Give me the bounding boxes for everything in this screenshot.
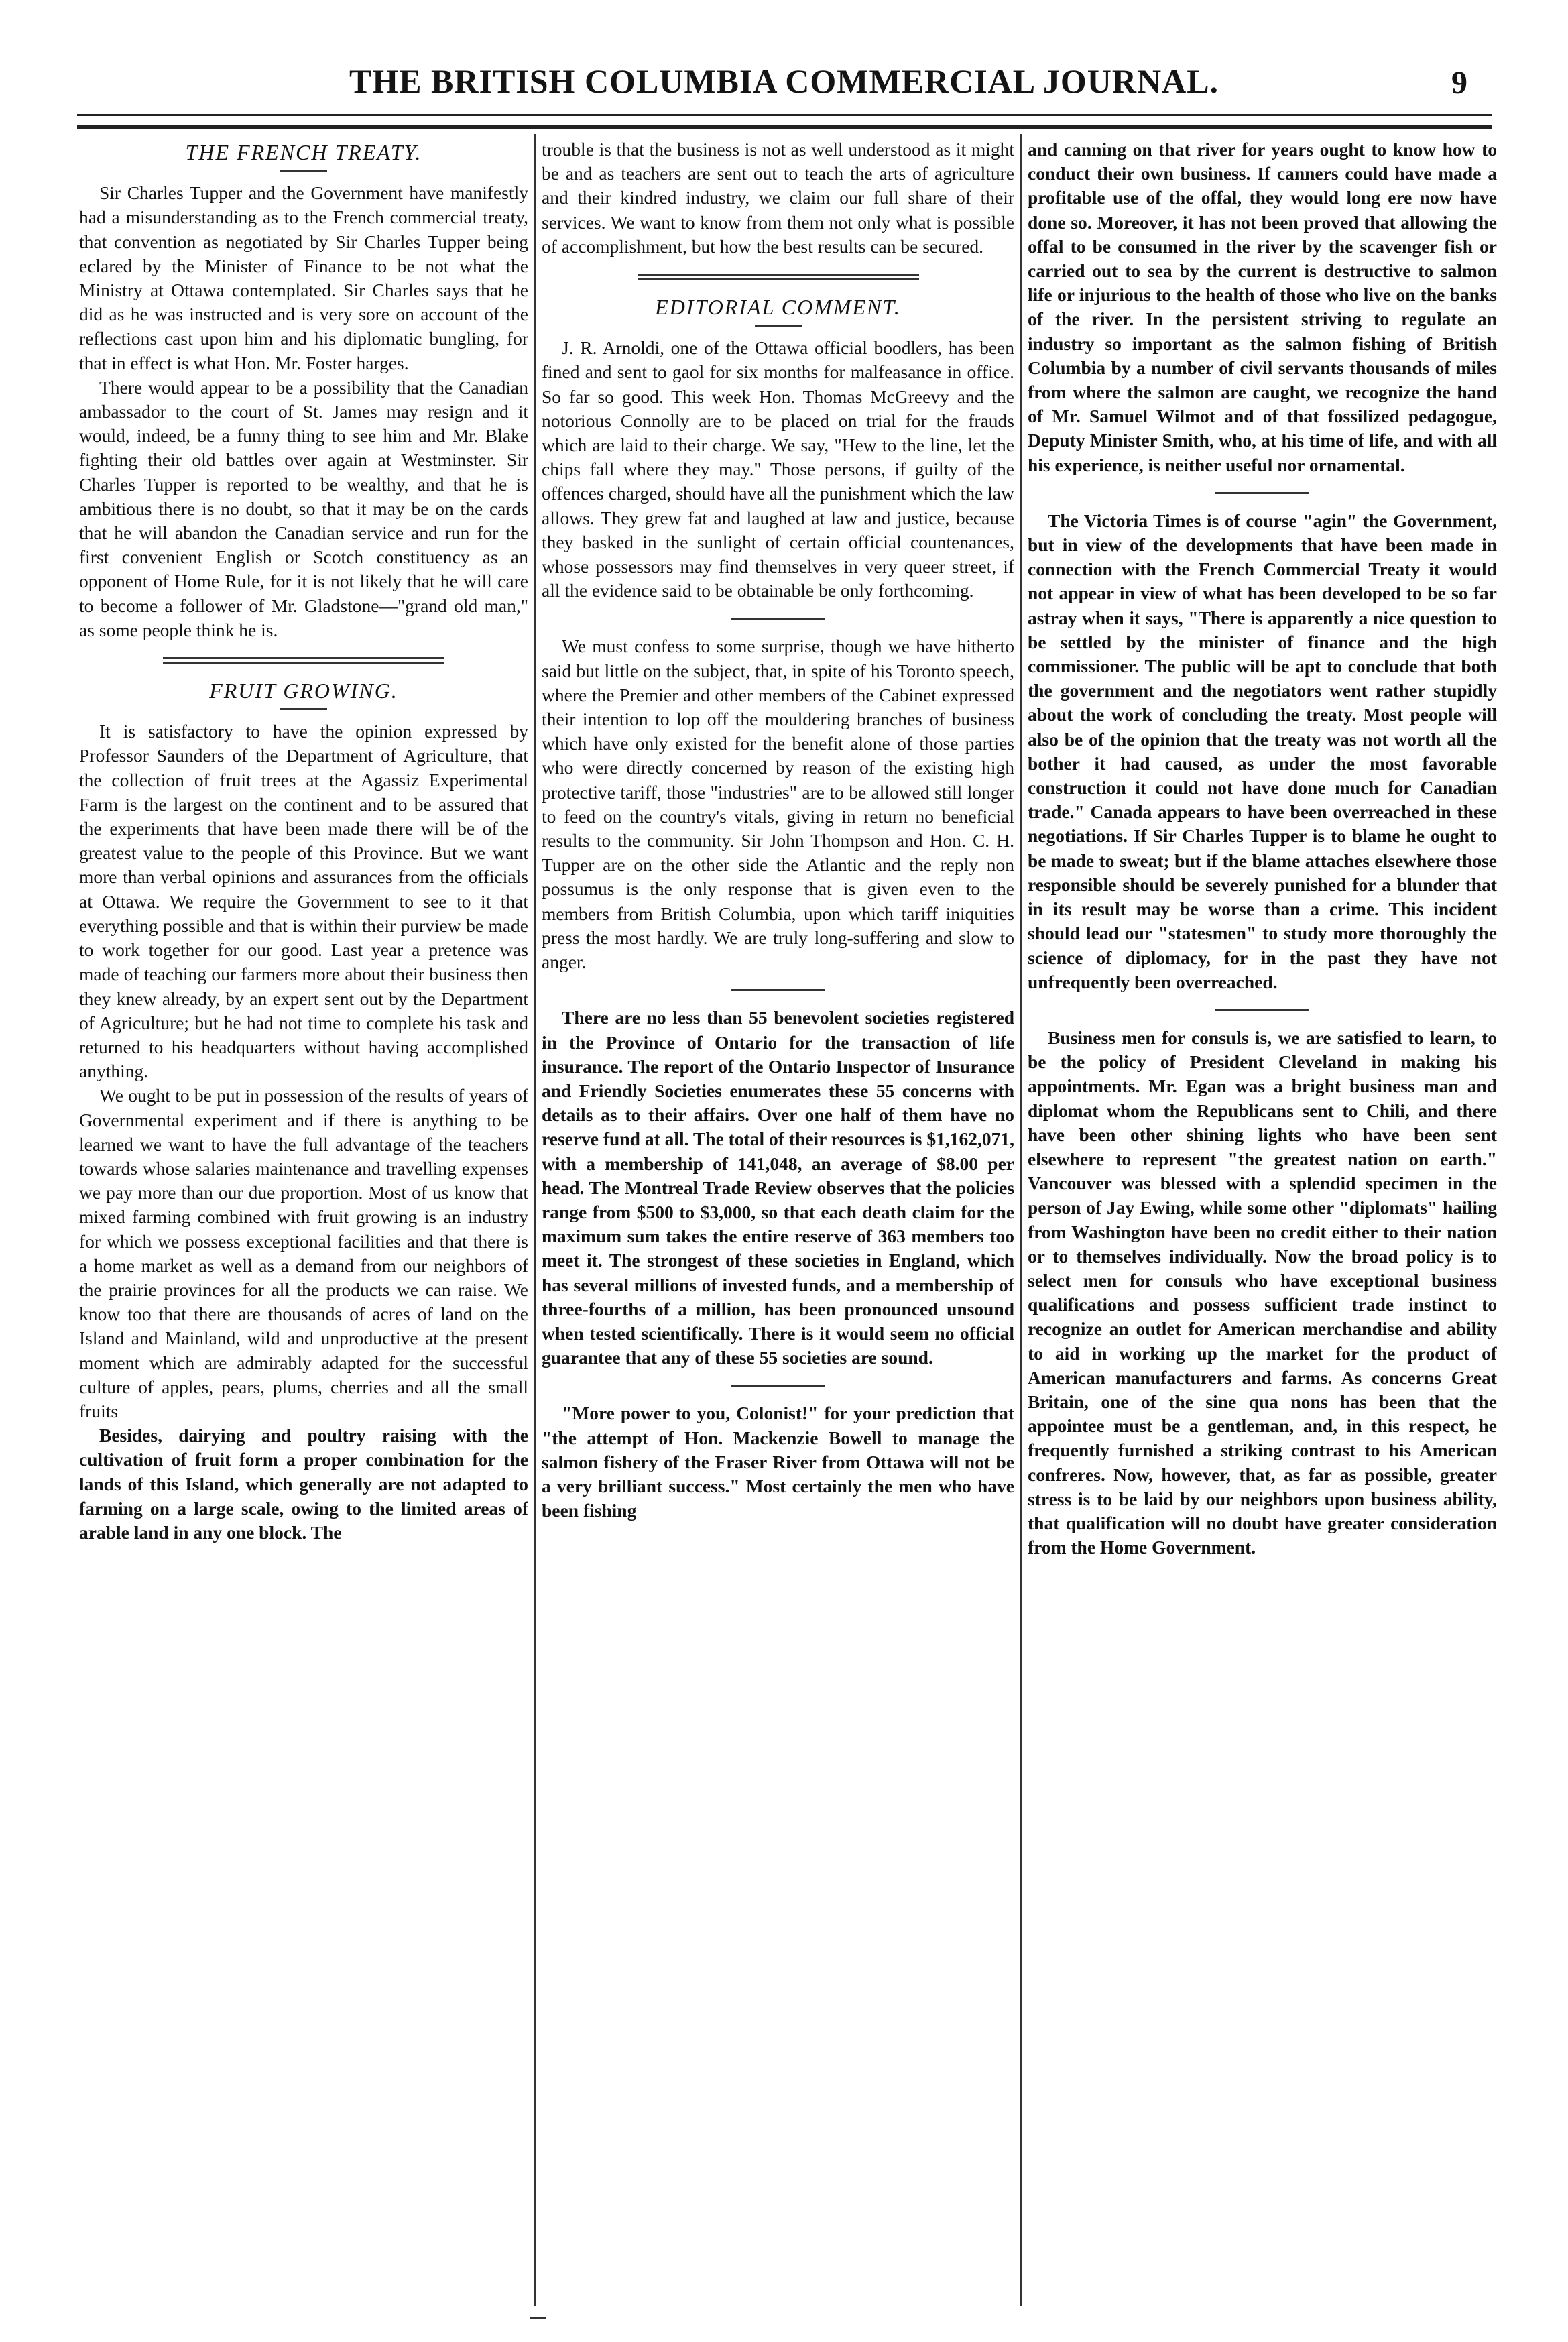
- editorial-paragraph: "More power to you, Colonist!" for your prediction that "the attempt of Hon. Mackenzie Bowell to manage the salmon fishery of the Fraser River from Ottawa will not be a very brilliant success." Most certainly the men who have been fishing: [542, 1403, 1014, 1521]
- column-middle: [542, 137, 1014, 2293]
- article-paragraph: Sir Charles Tupper and the Government have manifestly had a misunderstanding as to the French commercial treaty, that convention as negotiated by Sir Charles Tupper being eclared by the Minister of Finance to be not what the Ministry at Ottawa contemplated. Sir Charles says that he did as he was instructed and is very sore on account of the reflections cast upon him and his diplomatic bungling, for that in effect is what Hon. Mr. Foster harges.: [79, 182, 528, 373]
- item-separator: [731, 618, 825, 620]
- heading-dash: [755, 325, 802, 327]
- bottom-mark: [530, 2317, 546, 2319]
- item-separator: [731, 1385, 825, 1387]
- article-continuation: trouble is that the business is not as well understood as it might be and as teachers are sent out to teach the arts of agriculture and their kindred industry, we claim our full share of their services. We want to know from them not only what is possible of accomplishment, but how the best results can be secured.: [542, 139, 1014, 257]
- article-heading-editorial-comment: EDITORIAL COMMENT.: [655, 295, 901, 320]
- masthead-rule: [77, 114, 1492, 116]
- editorial-paragraph: The Victoria Times is of course "agin" the Government, but in view of the developments that have been made in connection with the French Commercial Treaty it would not appear in view of what has been developed to be so far astray when it says, "There is apparently a nice question to be settled by the minister of finance and the high commissioner. The public will be apt to conclude that both the government and the negotiators went rather stupidly about the work of concluding the treaty. Most people will also be of the opinion that the treaty was not worth all the bother it had caused, as under the most favorable construction it could not have done much for Canadian trade." Canada appears to have been overreached in these negotiations. If Sir Charles Tupper is to blame he ought to be made to sweat; but if the blame attaches elsewhere those responsible should be severely punished for a blunder that in its result may be worse than a crime. This incident should lead our "statesmen" to study more thoroughly the science of diplomacy, for in the past they have not unfrequently been overreached.: [1028, 510, 1497, 992]
- column-divider: [1020, 134, 1022, 2306]
- article-paragraph: It is satisfactory to have the opinion expressed by Professor Saunders of the Department of Agriculture, that the collection of fruit trees at the Agassiz Experimental Farm is the largest on the continent and to be assured that the experiments that have been made there will be of the greatest value to the people of this Province. But we want more than verbal opinions and assurances from the officials at Ottawa. We require the Government to see to it that everything possible and that is within their purview be made to work together for our good. Last year a pretence was made of teaching our farmers more about their business then they knew already, by an expert sent out by the Department of Agriculture; but he had not time to complete his task and returned to his headquarters without having accomplished anything.: [79, 721, 528, 1082]
- article-paragraph: We ought to be put in possession of the results of years of Governmental experiment and if there is anything to be learned we want to have the full advantage of the teachers towards whose salaries maintenance and travelling expenses we pay more than our due proportion. Most of us know that mixed farming combined with fruit growing is an industry for which we possess exceptional facilities and that there is a home market as well as a demand from our neighbors of the prairie provinces for all the products we can raise. We know too that there are thousands of acres of land on the Island and Mainland, wild and unproductive at the present moment which are admirably adapted for the successful culture of apples, pears, plums, cherries and all the small fruits: [79, 1085, 528, 1421]
- section-divider: [638, 274, 919, 280]
- article-heading-fruit-growing: FRUIT GROWING.: [209, 679, 398, 703]
- editorial-paragraph: and canning on that river for years ought to know how to conduct their own business. If canners could have made a profitable use of the offal, they would long ere now have done so. Moreover, it has not been proved that allowing the offal to be consumed in the river by the scavenger fish or carried out to sea by the current is destructive to salmon life or injurious to the health of those who live on the banks of the river. In the persistent striving to regulate an industry so important as the salmon fishing of British Columbia by a number of civil servants thousands of miles from where the salmon are caught, we recognize the hand of Mr. Samuel Wilmot and of that fossilized pedagogue, Deputy Minister Smith, who, at his time of life, and with all his experience, is neither useful nor ornamental.: [1028, 139, 1497, 475]
- column-divider: [534, 134, 536, 2306]
- column-right: [1028, 137, 1497, 2293]
- item-separator: [731, 989, 825, 991]
- column-left: [79, 137, 528, 2293]
- article-heading-french-treaty: THE FRENCH TREATY.: [185, 140, 422, 164]
- heading-dash: [280, 170, 327, 172]
- article-paragraph: Besides, dairying and poultry raising with the cultivation of fruit form a proper combination for the lands of this Island, which generally are not adapted to farming on a large scale, owing to the limited areas of arable land in any one block. The: [79, 1425, 528, 1543]
- page-number: 9: [1451, 65, 1467, 101]
- journal-title: THE BRITISH COLUMBIA COMMERCIAL JOURNAL.: [349, 62, 1219, 100]
- item-separator: [1215, 1009, 1309, 1011]
- article-paragraph: There would appear to be a possibility that the Canadian ambassador to the court of St. James may resign and it would, indeed, be a funny thing to see him and Mr. Blake fighting their old battles over again at Westminster. Sir Charles Tupper is reported to be wealthy, and that he is ambitious there is no doubt, so that it may be on the cards that he will abandon the Canadian service and run for the first convenient English or Scotch constituency as an opponent of Home Rule, for it is not likely that he will care to become a follower of Mr. Gladstone—"grand old man," as some people think he is.: [79, 376, 528, 640]
- masthead: [0, 62, 1568, 109]
- editorial-paragraph: We must confess to some surprise, though we have hitherto said but little on the subject, that, in spite of his Toronto speech, where the Premier and other members of the Cabinet expressed their intention to lop off the mouldering branches of business which have only existed for the benefit alone of those parties who were directly concerned by reason of the existing high protective tariff, those "industries" are to be allowed still longer to feed on the country's vitals, giving in return no beneficial results to the community. Sir John Thompson and Hon. C. H. Tupper are on the other side the Atlantic and the reply non possumus is the only response that is given even to the members from British Columbia, upon which tariff iniquities press the most hardly. We are truly long-suffering and slow to anger.: [542, 636, 1014, 973]
- section-divider: [163, 657, 444, 664]
- heading-dash: [280, 708, 327, 710]
- editorial-paragraph: Business men for consuls is, we are satisfied to learn, to be the policy of President Cleveland in making his appointments. Mr. Egan was a bright business man and diplomat whom the Republicans sent to Chili, and there have been other shining lights who have been sent elsewhere to represent "the greatest nation on earth." Vancouver was blessed with a splendid specimen in the person of Jay Ewing, while some other "diplomats" hailing from Washington have been no credit either to their nation or to themselves individually. Now the broad policy is to select men for consuls who have exceptional business qualifications and possess sufficient trade instinct to recognize an outlet for American merchandise and ability to aid in working up the market for the product of American manufacturers and farms. As concerns Great Britain, one of the sine qua nons has been that the appointee must be a gentleman, and, in this respect, he frequently furnished a striking contrast to his American confreres. Now, however, that, as far as possible, greater stress is to be laid by our neighbors upon business ability, that qualification will no doubt have greater consideration from the Home Government.: [1028, 1027, 1497, 1558]
- masthead-double-rule: [77, 125, 1492, 129]
- item-separator: [1215, 492, 1309, 494]
- editorial-paragraph: There are no less than 55 benevolent societies registered in the Province of Ontario for the transaction of life insurance. The report of the Ontario Inspector of Insurance and Friendly Societies enumerates these 55 concerns with details as to their affairs. Over one half of them have no reserve fund at all. The total of their resources is $1,162,071, with a membership of 141,048, an average of $8.00 per head. The Montreal Trade Review observes that the policies range from $500 to $3,000, so that each death claim for the maximum sum takes the entire reserve of 363 members too meet it. The strongest of these societies in England, which has several millions of invested funds, and a membership of three-fourths of a million, has been pronounced unsound when tested scientifically. There is it would seem no official guarantee that any of these 55 societies are sound.: [542, 1007, 1014, 1368]
- editorial-paragraph: J. R. Arnoldi, one of the Ottawa official boodlers, has been fined and sent to gaol for six months for malfeasance in office. So far so good. This week Hon. Thomas McGreevy and the notorious Connolly are to be placed on trial for the frauds which are laid to their charge. We say, "Hew to the line, let the chips fall where they may." Those persons, if guilty of the offences charged, should have all the punishment which the law allows. They grew fat and laughed at law and justice, because they basked in the sunlight of certain official countenances, whose possessors may find themselves in very queer street, if all the evidence said to be obtainable be only forthcoming.: [542, 337, 1014, 601]
